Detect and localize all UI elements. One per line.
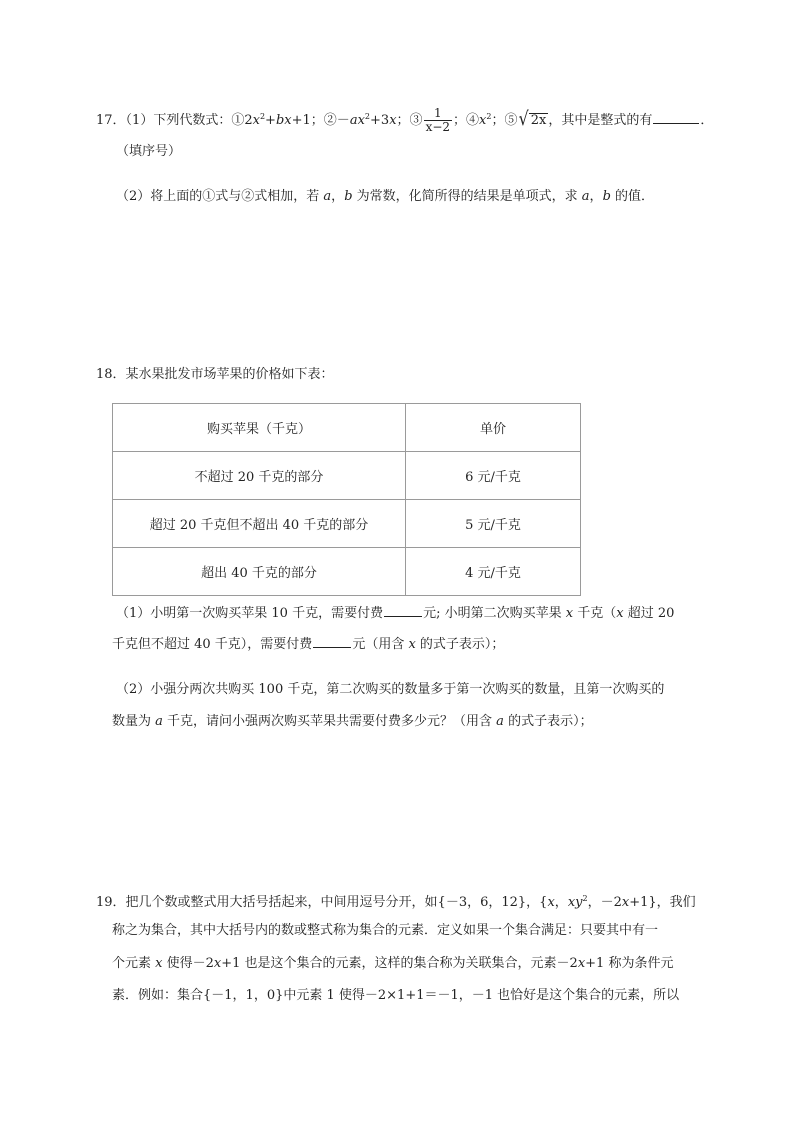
q18-intro: 18．某水果批发市场苹果的价格如下表： — [96, 367, 334, 382]
answer-blank[interactable] — [313, 635, 351, 648]
q19-line1: 19．把几个数或整式用大括号括起来，中间用逗号分开，如{－3，6，12}，{x，$xy^2$，－2x+1}，我们 — [96, 894, 696, 910]
table-row — [113, 500, 581, 548]
table-cell: 超过 20 千克但不超出 40 千克的部分 — [113, 500, 406, 548]
table-cell: 4 元/千克 — [406, 548, 581, 596]
answer-blank[interactable] — [653, 111, 699, 124]
table-header-row — [113, 404, 581, 452]
table-row — [113, 452, 581, 500]
q18-part1-line1: （1）小明第一次购买苹果 10 千克，需要付费 元; 小明第二次购买苹果 x 千克（x 超过 20 — [116, 606, 675, 621]
q18-part2-line1: （2）小强分两次共购买 100 千克，第二次购买的数量多于第一次购买的数量，且第一次购买的 — [116, 682, 665, 697]
table-header-cell: 购买苹果（千克） — [113, 404, 406, 452]
q17-line2: （填序号） — [116, 144, 182, 159]
table-cell: 6 元/千克 — [406, 452, 581, 500]
question-number: 17． — [96, 113, 126, 128]
table-cell: 不超过 20 千克的部分 — [113, 452, 406, 500]
table-cell: 超出 40 千克的部分 — [113, 548, 406, 596]
q19-line4: 素．例如：集合{－1，1，0}中元素 1 使得－2×1+1＝－1，－1 也恰好是这个集合的元素，所以 — [112, 988, 680, 1003]
table-header-cell: 单价 — [406, 404, 581, 452]
square-root: √ 2x — [518, 107, 547, 130]
q18-part2-line2: 数量为 a 千克，请问小强两次购买苹果共需要付费多少元？（用含 a 的式子表示）； — [112, 714, 593, 729]
q17-part2: （2）将上面的①式与②式相加，若 a，b 为常数，化简所得的结果是单项式，求 a，b 的值． — [116, 189, 655, 204]
table-row — [113, 548, 581, 596]
q19-line3: 个元素 x 使得－2x+1 也是这个集合的元素，这样的集合称为关联集合，元素－2x+1 称为条件元 — [112, 956, 674, 971]
fraction: $\frac{1}{x-2}$ — [425, 106, 451, 134]
price-table — [112, 403, 581, 596]
q18-part1-line2: 千克但不超过 40 千克），需要付费 元（用含 x 的式子表示）； — [112, 637, 505, 652]
table-cell: 5 元/千克 — [406, 500, 581, 548]
q19-line2: 称之为集合，其中大括号内的数或整式称为集合的元素．定义如果一个集合满足：只要其中有一 — [112, 923, 659, 938]
answer-blank[interactable] — [384, 604, 422, 617]
q17-line1: 17．（1）下列代数式：$①2x^2+bx+1$；$②-ax^2+3x$；③ $\frac{1}{x-2}$ ；$④x^2$；⑤√ 2x ，其中是整式的有 ． — [96, 106, 714, 134]
